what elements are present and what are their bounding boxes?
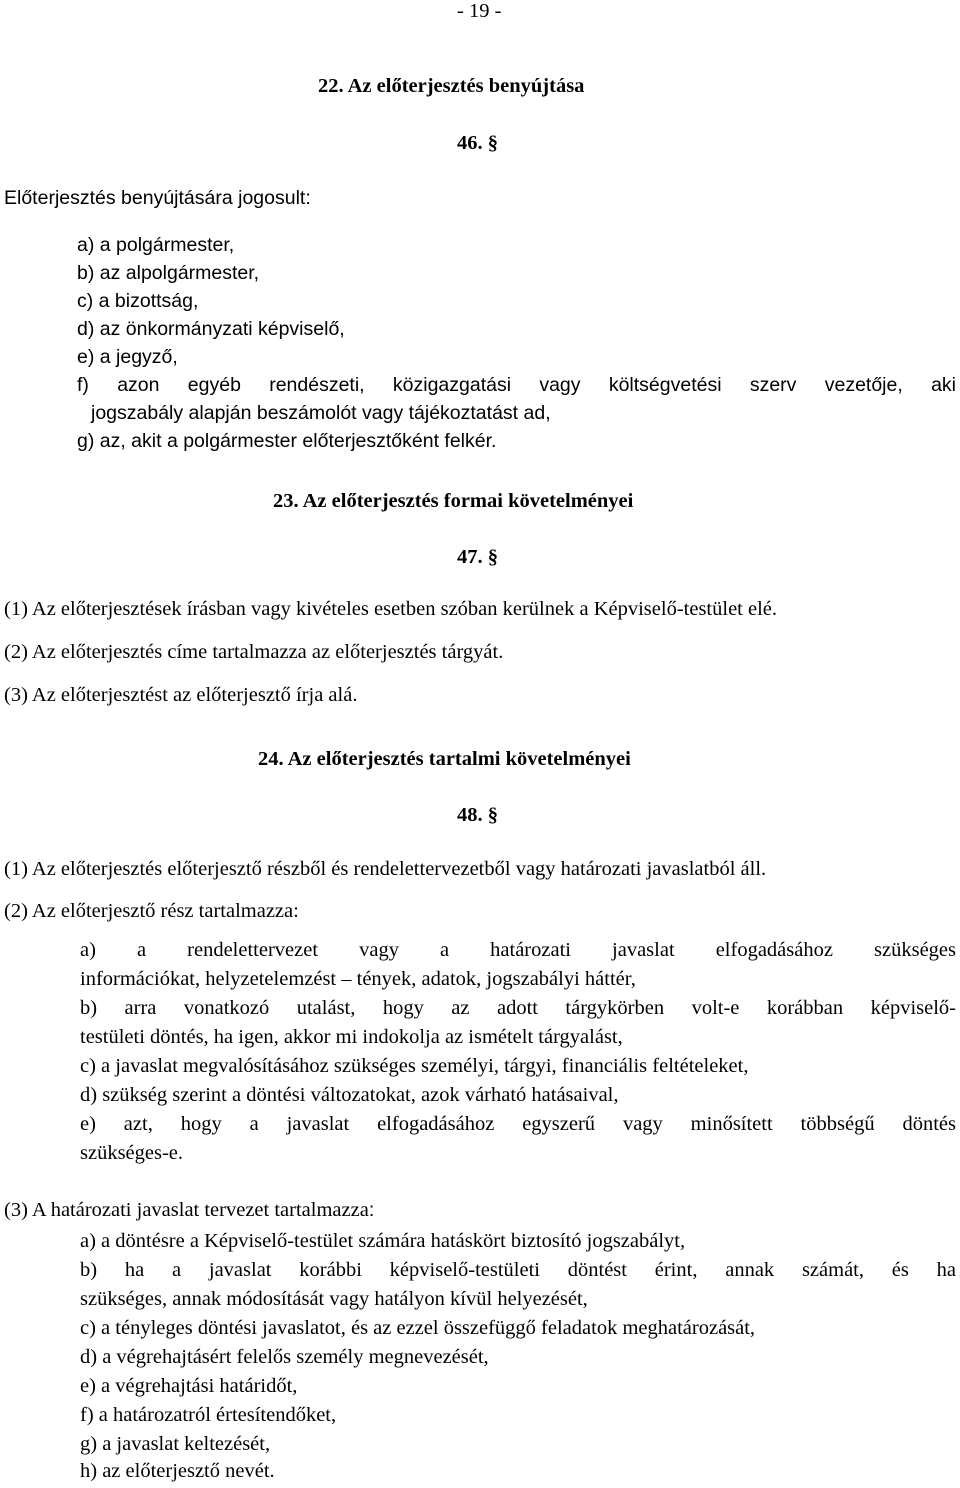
- chapter-24-heading: 24. Az előterjesztés tartalmi követelményei: [258, 748, 631, 770]
- chapter-23-heading: 23. Az előterjesztés formai követelményei: [273, 490, 634, 512]
- resolution-item-a: a) a döntésre a Képviselő-testület számára hatáskört biztosító jogszabályt,: [80, 1230, 686, 1252]
- list-item-d: d) az önkormányzati képviselő,: [77, 318, 345, 340]
- section-sign: §: [487, 546, 498, 568]
- paragraph-47-1: (1) Az előterjesztések írásban vagy kivételes esetben szóban kerülnek a Képviselő-testület elé.: [4, 598, 778, 620]
- resolution-item-f: f) a határozatról értesítendőket,: [80, 1404, 337, 1426]
- chapter-22-heading: 22. Az előterjesztés benyújtása: [318, 75, 585, 97]
- paragraph-47-2: (2) Az előterjesztés címe tartalmazza az előterjesztés tárgyát.: [4, 641, 504, 663]
- content-item-a-line-2: információkat, helyzetelemzést – tények, adatok, jogszabályi háttér,: [80, 968, 636, 990]
- paragraph-47-number: [457, 546, 498, 570]
- paragraph-47-3: (3) Az előterjesztést az előterjesztő írja alá.: [4, 684, 358, 706]
- list-item-c: c) a bizottság,: [77, 290, 199, 312]
- section-sign: §: [487, 804, 498, 826]
- list-item-f-line-2: jogszabály alapján beszámolót vagy tájékoztatást ad,: [91, 402, 551, 424]
- paragraph-48-1: (1) Az előterjesztés előterjesztő részből és rendelettervezetből vagy határozati javaslatból áll.: [4, 858, 767, 880]
- section-sign: §: [487, 132, 498, 154]
- paragraph-46-number: [457, 132, 498, 156]
- list-item-b: b) az alpolgármester,: [77, 262, 260, 284]
- resolution-item-b-line-1: b) ha a javaslat korábbi képviselő-testületi döntést érint, annak számát, és ha: [80, 1259, 956, 1281]
- paragraph-48-3-intro-colon: :: [368, 1199, 375, 1221]
- paragraph-48-2-intro: (2) Az előterjesztő rész tartalmazza:: [4, 900, 299, 922]
- list-item-f-line-1: f) azon egyéb rendészeti, közigazgatási vagy költségvetési szerv vezetője, aki: [77, 374, 956, 396]
- resolution-item-b-line-2: szükséges, annak módosítását vagy hatályon kívül helyezését,: [80, 1288, 588, 1310]
- content-item-d: d) szükség szerint a döntési változatokat, azok várható hatásaival,: [80, 1084, 619, 1106]
- content-item-b-line-2: testületi döntés, ha igen, akkor mi indokolja az ismételt tárgyalást,: [80, 1026, 623, 1048]
- paragraph-48-number: [457, 804, 498, 828]
- paragraph-46-label: 46.: [457, 132, 483, 154]
- page-number: - 19 -: [457, 0, 502, 22]
- resolution-item-c: c) a tényleges döntési javaslatot, és az ezzel összefüggő feladatok meghatározását,: [80, 1317, 756, 1339]
- resolution-item-g: g) a javaslat keltezését,: [80, 1433, 271, 1455]
- content-item-b-line-1: b) arra vonatkozó utalást, hogy az adott tárgykörben volt-e korábban képviselő-: [80, 997, 956, 1019]
- paragraph-48-label: 48.: [457, 804, 483, 826]
- content-item-c: c) a javaslat megvalósításához szükséges személyi, tárgyi, financiális feltételeket,: [80, 1055, 749, 1077]
- paragraph-48-3-intro-text: (3) A határozati javaslat tervezet tartalmazza: [4, 1199, 369, 1221]
- content-item-e-line-1: e) azt, hogy a javaslat elfogadásához egyszerű vagy minősített többségű döntés: [80, 1113, 956, 1135]
- resolution-item-h: h) az előterjesztő nevét.: [80, 1460, 275, 1482]
- content-item-a-line-1: a) a rendelettervezet vagy a határozati javaslat elfogadásához szükséges: [80, 939, 956, 961]
- paragraph-47-label: 47.: [457, 546, 483, 568]
- list-item-a: a) a polgármester,: [77, 234, 235, 256]
- content-item-e-line-2: szükséges-e.: [80, 1142, 184, 1164]
- resolution-item-e: e) a végrehajtási határidőt,: [80, 1375, 298, 1397]
- eligibility-intro: Előterjesztés benyújtására jogosult:: [4, 187, 311, 209]
- paragraph-48-3-intro: [4, 1199, 374, 1223]
- list-item-e: e) a jegyző,: [77, 346, 178, 368]
- resolution-item-d: d) a végrehajtásért felelős személy megnevezését,: [80, 1346, 489, 1368]
- list-item-g: g) az, akit a polgármester előterjesztőként felkér.: [77, 430, 497, 452]
